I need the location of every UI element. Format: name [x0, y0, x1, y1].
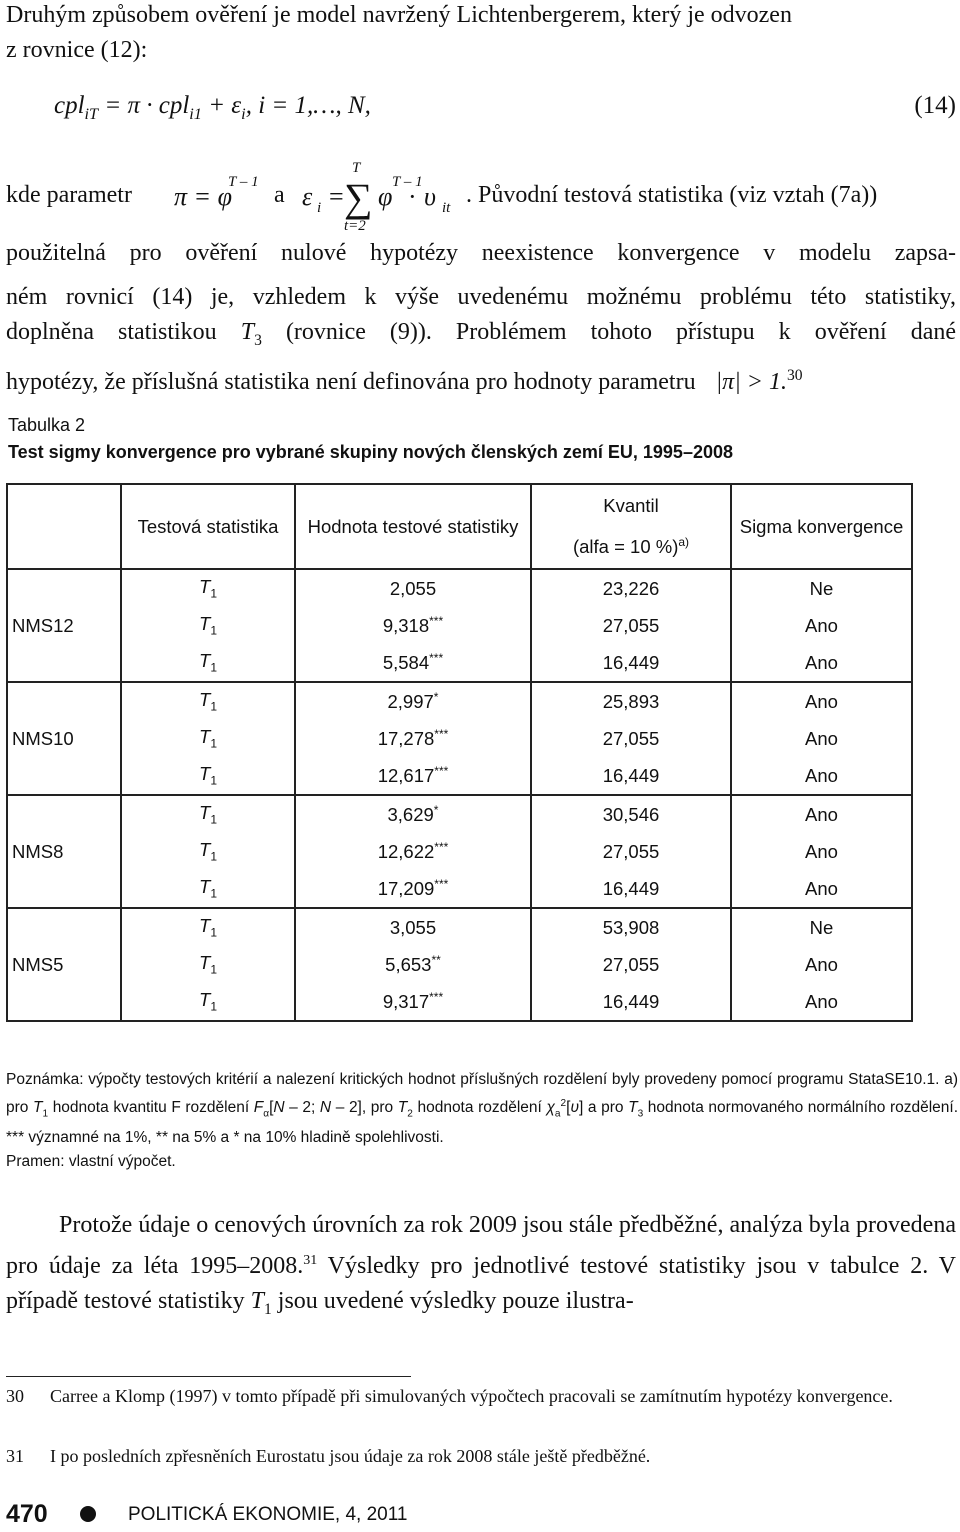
table-row	[7, 908, 912, 946]
table-row	[7, 569, 912, 607]
table-row	[7, 795, 912, 833]
cell-stat: $T_1$	[121, 682, 295, 720]
paragraph-parameter-body	[6, 236, 956, 400]
cell-value: 17,209***	[295, 870, 531, 908]
header-kvantil: Kvantil (alfa = 10 %)$^{a)}$	[531, 484, 731, 569]
param-line-2: použitelná pro ověření nulové hypotézy neexistence konvergence v modelu zapsa-	[6, 240, 956, 266]
cell-sigma: Ano	[805, 727, 838, 749]
cell-sigma: Ano	[805, 803, 838, 825]
cell-sigma: Ano	[731, 983, 912, 1021]
paragraph-parameter-line-1: kde parametr π = φ T – 1 a ε i = T ∑ t=2 φ T – 1 · υ it . Původní testová statistika (viz vztah (7a))	[6, 160, 878, 234]
cell-stat: $T_1$	[121, 757, 295, 795]
cell-stat: $T_1$	[121, 720, 295, 757]
cell-sigma: Ano	[805, 614, 838, 636]
cell-sigma: Ano	[731, 644, 912, 682]
intro-line-1: Druhým způsobem ověření je model navržený Lichtenbergerem, který je odvozen	[6, 2, 792, 28]
cell-value: 9,318***	[295, 607, 531, 644]
table-title: Test sigmy konvergence pro vybrané skupiny nových členských zemí EU, 1995–2008	[8, 442, 734, 462]
cell-stat: $T_1$	[121, 795, 295, 833]
table-header-row	[7, 484, 912, 569]
cell-stat: $T_1$	[121, 908, 295, 946]
equation-14: $cpl_{iT} = \pi \cdot cpl_{i1} + \varepsilon_i$, i = 1,…, N,	[54, 92, 371, 123]
cell-value: 17,278***	[295, 720, 531, 757]
param-line-3: ném rovnicí (14) je, vzhledem k výše uvedenému možnému problému této statistiky,	[6, 284, 956, 310]
cell-value: 2,055	[295, 569, 531, 607]
cell-stat: $T_1$	[121, 983, 295, 1021]
header-stat: Testová statistika	[121, 484, 295, 569]
cell-kvantil: 53,908	[531, 908, 731, 946]
cell-kvantil: 27,055	[531, 607, 731, 644]
table-row	[7, 983, 912, 1021]
table-row	[7, 833, 912, 870]
page-number: 470	[6, 1500, 48, 1528]
header-group	[7, 484, 121, 569]
cell-sigma: Ano	[805, 953, 838, 975]
results-table	[6, 483, 913, 1022]
table-row	[7, 757, 912, 795]
table-row	[7, 682, 912, 720]
footnote-31: 31 I po posledních zpřesněních Eurostatu jsou údaje za rok 2008 stále ještě předběžné.	[6, 1446, 651, 1466]
cell-kvantil: 16,449	[531, 983, 731, 1021]
param-line-4: doplněna statistikou $T_3$ (rovnice (9)). Problémem tohoto přístupu k ověření dané	[6, 319, 957, 349]
cell-kvantil: 30,546	[531, 795, 731, 833]
cell-value: 5,653**	[295, 946, 531, 983]
table-note: Poznámka: výpočty testových kritérií a nalezení kritických hodnot příslušných rozdělení byly provedeny pomocí programu StataSE10.1. a) pro $T_1$ hodnota kvantitu F rozdělení $F_\alpha[N - 2$; N – 2], pro $T_2$ hodnota rozdělení $\chi_a^2[\upsilon]$ a pro $T_3$ hodnota normovaného normálního rozdělení. *** významné na 1%, ** na 5% a * na 10% hladině spolehlivosti. Pramen: vlastní výpočet.	[6, 1071, 959, 1171]
cell-value: 3,055	[295, 908, 531, 946]
cell-kvantil: 25,893	[531, 682, 731, 720]
paragraph-intro	[6, 0, 956, 68]
intro-line-2: z rovnice (12):	[6, 37, 148, 63]
cell-kvantil: 16,449	[531, 644, 731, 682]
cell-value: 2,997*	[295, 682, 531, 720]
cell-sigma: Ano	[731, 870, 912, 908]
param-line-5: hypotézy, že příslušná statistika není definována pro hodnoty parametru |π| > 1.30	[6, 366, 803, 395]
equation-number: (14)	[914, 92, 956, 119]
cell-kvantil: 27,055	[531, 720, 731, 757]
cell-sigma: Ne	[809, 577, 834, 599]
table-row	[7, 644, 912, 682]
cell-stat: $T_1$	[121, 833, 295, 870]
group-label: NMS10	[7, 682, 121, 795]
cell-value: 12,617***	[295, 757, 531, 795]
paragraph-results: Protože údaje o cenových úrovních za rok 2009 jsou stále předběžné, analýza byla provedena pro údaje za léta 1995–2008.31 Výsledky pro jednotlivé testové statistiky jsou v tabulce 2. V případě testové statistiky $T_1$ jsou uvedené výsledky pouze ilustra-	[6, 1212, 956, 1318]
cell-stat: $T_1$	[121, 607, 295, 644]
group-label: NMS12	[7, 569, 121, 682]
cell-value: 12,622***	[295, 833, 531, 870]
cell-stat: $T_1$	[121, 569, 295, 607]
footnote-30: 30 Carree a Klomp (1997) v tomto případě při simulovaných výpočtech pracovali se zamítnutím hypotézy konvergence.	[6, 1386, 893, 1406]
cell-kvantil: 27,055	[531, 833, 731, 870]
table-row	[7, 870, 912, 908]
cell-sigma: Ano	[805, 840, 838, 862]
cell-stat: $T_1$	[121, 870, 295, 908]
group-label: NMS8	[7, 795, 121, 908]
cell-kvantil: 16,449	[531, 757, 731, 795]
cell-value: 9,317***	[295, 983, 531, 1021]
cell-stat: $T_1$	[121, 946, 295, 983]
footnote-rule	[6, 1376, 411, 1377]
cell-kvantil: 16,449	[531, 870, 731, 908]
cell-sigma: Ano	[731, 757, 912, 795]
journal-name: POLITICKÁ EKONOMIE, 4, 2011	[128, 1504, 408, 1525]
cell-kvantil: 23,226	[531, 569, 731, 607]
bullet-dot-icon	[80, 1506, 96, 1522]
group-label: NMS5	[7, 908, 121, 1021]
cell-stat: $T_1$	[121, 644, 295, 682]
cell-sigma: Ne	[809, 916, 834, 938]
table-row	[7, 946, 912, 983]
cell-value: 5,584***	[295, 644, 531, 682]
table-row	[7, 720, 912, 757]
header-value: Hodnota testové statistiky	[295, 484, 531, 569]
cell-value: 3,629*	[295, 795, 531, 833]
table-label: Tabulka 2	[8, 415, 86, 435]
sum-sign: ∑	[344, 175, 373, 220]
cell-sigma: Ano	[805, 690, 838, 712]
header-sigma: Sigma konvergence	[731, 484, 912, 569]
table-row	[7, 607, 912, 644]
cell-kvantil: 27,055	[531, 946, 731, 983]
